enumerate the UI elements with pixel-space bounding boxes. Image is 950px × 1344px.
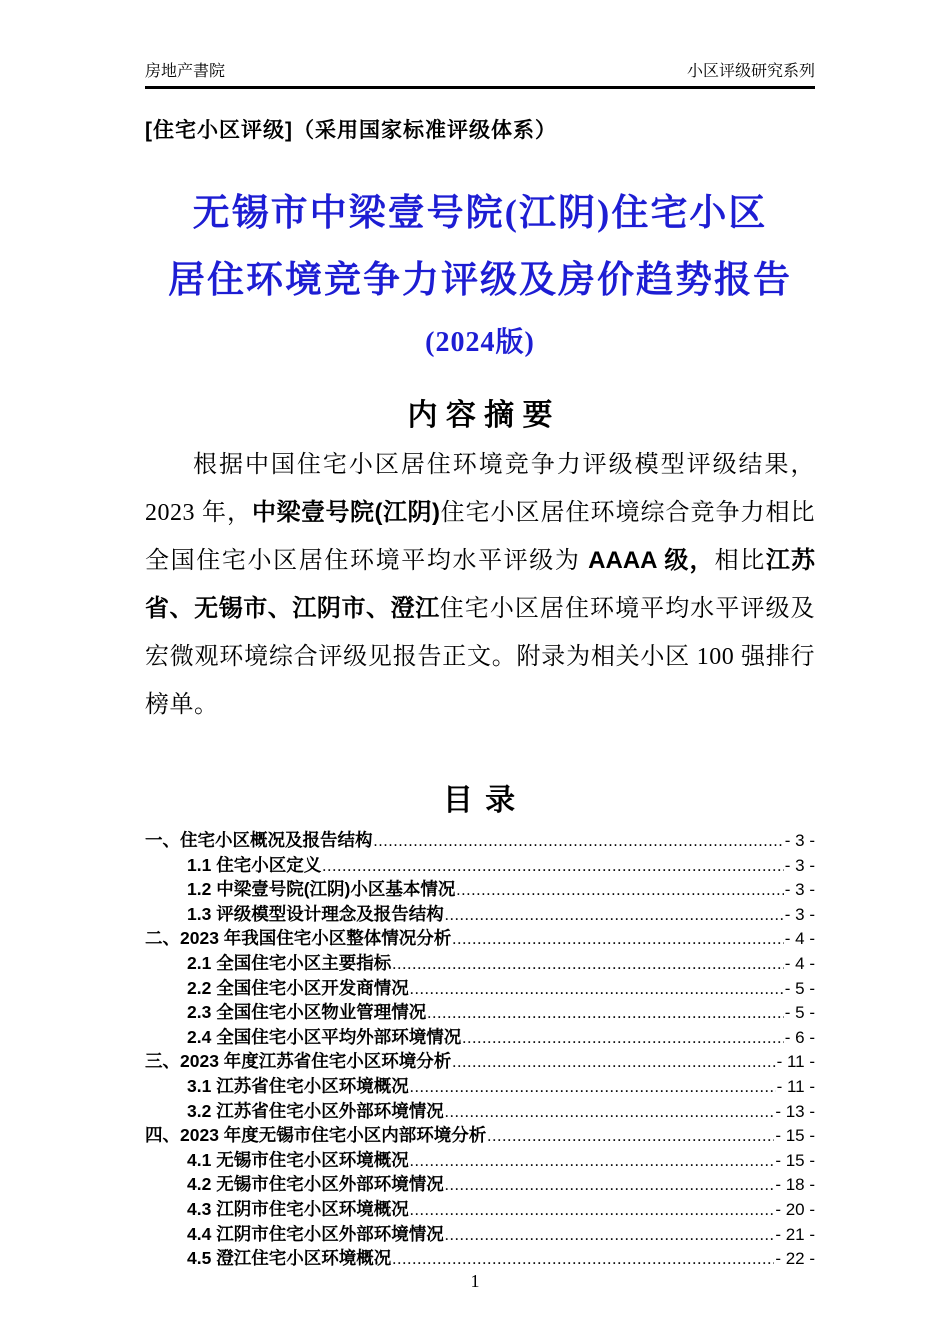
toc-leader-dots: [410, 1197, 775, 1224]
toc-entry-title: 4.1 无锡市住宅小区环境概况: [187, 1149, 409, 1170]
toc-leader-dots: [445, 1172, 775, 1199]
toc-leader-dots: [445, 1099, 775, 1126]
toc-entry-page: - 21 -: [775, 1224, 815, 1244]
page-header: [145, 58, 815, 89]
toc-entry-title: 4.5 澄江住宅小区环境概况: [187, 1248, 392, 1269]
toc-entry-title: 2.3 全国住宅小区物业管理情况: [187, 1002, 427, 1023]
toc-entry-title: 二、2023 年我国住宅小区整体情况分析: [145, 928, 452, 949]
rating-system-subtitle: [住宅小区评级]（采用国家标准评级体系）: [145, 119, 557, 142]
toc-entry-page: - 11 -: [776, 1052, 815, 1072]
toc-entry-title: 4.4 江阴市住宅小区外部环境情况: [187, 1223, 444, 1244]
toc-leader-dots: [452, 1049, 775, 1076]
toc-entry: [145, 976, 815, 1001]
toc-entry-title: 1.3 评级模型设计理念及报告结构: [187, 903, 444, 924]
toc-entry: [145, 1148, 815, 1173]
toc-entry: [145, 1049, 815, 1074]
toc-entry-page: - 15 -: [775, 1150, 815, 1170]
toc-heading: 目 录: [442, 784, 518, 817]
toc-entry: [145, 1246, 815, 1271]
toc-entry-page: - 5 -: [784, 1003, 815, 1023]
toc-leader-dots: [487, 1123, 774, 1150]
toc-leader-dots: [445, 1222, 775, 1249]
toc-entry-page: - 22 -: [775, 1249, 815, 1269]
toc-entry-page: - 13 -: [775, 1101, 815, 1121]
toc-entry-title: 3.2 江苏省住宅小区外部环境情况: [187, 1100, 444, 1121]
toc-entry: [145, 1000, 815, 1025]
summary-bold-segment: 中梁壹号院(江阴): [252, 499, 441, 526]
toc-entry: [145, 1099, 815, 1124]
summary-segment: 根据中国住宅小区居住环境竞争力评级模型评级结果，2023 年，: [145, 452, 815, 526]
toc-entry-page: - 6 -: [784, 1027, 815, 1047]
toc-entry: [145, 926, 815, 951]
toc-entry-page: - 3 -: [784, 880, 815, 900]
toc-entry-page: - 3 -: [784, 831, 815, 850]
toc-entry: [145, 877, 815, 902]
summary-bold-segment: AAAA 级，: [588, 547, 715, 574]
report-title: [145, 180, 815, 364]
summary-segment: 相比: [714, 548, 766, 574]
summary-segment: 住宅小区居住环境平均水平评级及宏微观环境综合评级见报告正文。附录为相关小区 100 强排行榜单。: [145, 596, 816, 718]
toc-entry-title: 2.2 全国住宅小区开发商情况: [187, 977, 409, 998]
toc-entry-page: - 3 -: [784, 855, 815, 875]
toc-leader-dots: [410, 1148, 775, 1175]
toc-leader-dots: [427, 1000, 784, 1027]
summary-paragraph: [145, 441, 815, 729]
toc-entry-page: - 18 -: [775, 1175, 815, 1195]
toc-leader-dots: [452, 926, 783, 953]
toc-entry: [145, 1123, 815, 1148]
summary-bold-segment: 江苏省、无锡市、江阴市、澄江: [145, 547, 816, 622]
toc-entry-page: - 3 -: [784, 904, 815, 924]
toc-entry: [145, 1074, 815, 1099]
toc-entry: [145, 1197, 815, 1222]
toc-entry: [145, 1222, 815, 1247]
toc-entry-title: 2.1 全国住宅小区主要指标: [187, 952, 392, 973]
toc-entry-page: - 11 -: [776, 1076, 815, 1096]
toc-entry-title: 三、2023 年度江苏省住宅小区环境分析: [145, 1051, 452, 1072]
toc-entry-title: 1.2 中梁壹号院(江阴)小区基本情况: [187, 879, 456, 900]
toc-entry: [145, 853, 815, 878]
summary-heading: 内 容 摘 要: [407, 399, 553, 432]
report-title-edition: (2024版): [425, 327, 535, 358]
toc-entry: [145, 828, 815, 853]
toc-list: [145, 828, 815, 1271]
toc-leader-dots: [410, 976, 784, 1003]
toc-entry-title: 四、2023 年度无锡市住宅小区内部环境分析: [145, 1125, 487, 1146]
toc-leader-dots: [322, 853, 784, 880]
toc-entry-page: - 5 -: [784, 978, 815, 998]
toc-leader-dots: [392, 1246, 774, 1273]
toc-leader-dots: [445, 902, 784, 929]
toc-entry-title: 3.1 江苏省住宅小区环境概况: [187, 1075, 409, 1096]
toc-entry-title: 4.3 江阴市住宅小区环境概况: [187, 1198, 409, 1219]
toc-entry-title: 一、住宅小区概况及报告结构: [145, 830, 373, 850]
toc-entry-page: - 4 -: [784, 953, 815, 973]
header-left-text: 房地产書院: [145, 63, 226, 80]
summary-segment: 住宅小区居住环境综合竞争力相比全国住宅小区居住环境平均水平评级为: [145, 500, 816, 574]
toc-entry-page: - 20 -: [775, 1199, 815, 1219]
toc-entry-title: 4.2 无锡市住宅小区外部环境情况: [187, 1174, 444, 1195]
toc-entry-title: 2.4 全国住宅小区平均外部环境情况: [187, 1026, 462, 1047]
toc-leader-dots: [392, 951, 784, 978]
report-title-line2: 居住环境竞争力评级及房价趋势报告: [168, 260, 792, 301]
toc-entry: [145, 951, 815, 976]
header-right-text: 小区评级研究系列: [686, 63, 815, 80]
report-title-line1: 无锡市中梁壹号院(江阴)住宅小区: [192, 193, 768, 234]
toc-entry-page: - 4 -: [784, 929, 815, 949]
toc-entry: [145, 1025, 815, 1050]
toc-leader-dots: [374, 828, 784, 855]
page-number: 1: [470, 1271, 480, 1291]
toc-leader-dots: [462, 1025, 784, 1052]
toc-entry-title: 1.1 住宅小区定义: [187, 854, 322, 875]
toc-entry: [145, 902, 815, 927]
toc-entry-page: - 15 -: [775, 1126, 815, 1146]
toc-leader-dots: [410, 1074, 776, 1101]
toc-leader-dots: [456, 877, 783, 904]
toc-entry: [145, 1172, 815, 1197]
